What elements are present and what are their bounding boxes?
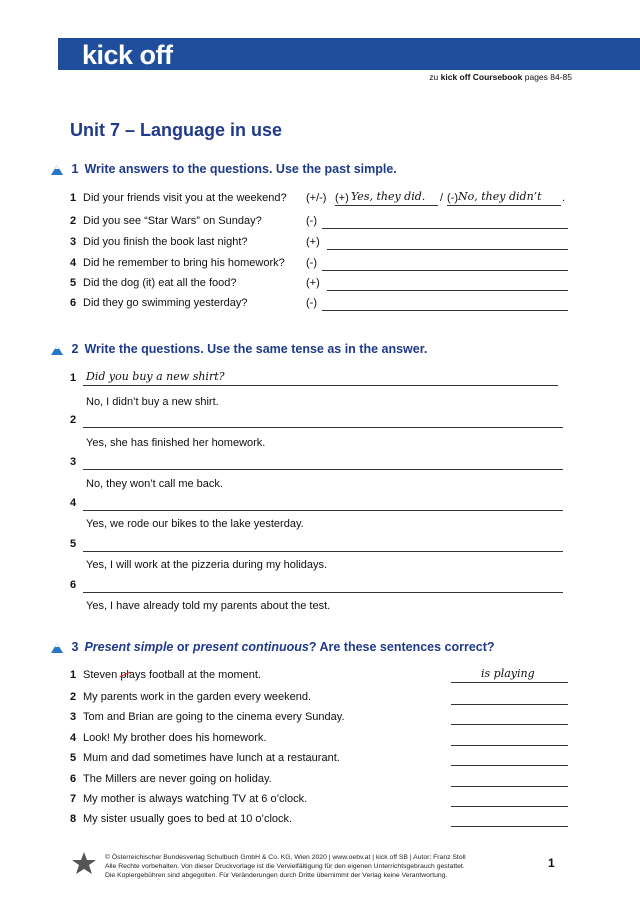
answer-line[interactable] (451, 774, 568, 787)
question-text: Did you see “Star Wars” on Sunday? (83, 215, 262, 227)
example-question: Did you buy a new shirt? (86, 370, 225, 383)
item-number: 3 (70, 456, 77, 468)
s2-item-number (70, 372, 83, 384)
question-text: Did he remember to bring his homework? (83, 257, 285, 269)
s1-question (70, 236, 248, 248)
section-number: 1 (71, 162, 79, 176)
s1-question (70, 192, 287, 204)
item-number: 5 (70, 538, 77, 550)
s3-sentence (70, 773, 272, 785)
item-number: 2 (70, 691, 77, 703)
section-3-heading (50, 640, 495, 654)
s2-item-number (70, 414, 83, 426)
s1-question (70, 215, 262, 227)
given-answer: Yes, I will work at the pizzeria during my holidays. (86, 559, 328, 571)
hint: (+/-) (306, 192, 327, 204)
s2-item-number (70, 538, 83, 550)
question-line[interactable] (83, 415, 563, 428)
hint: (-) (306, 215, 317, 227)
answer-line[interactable] (322, 258, 568, 271)
footer-line-2: Alle Rechte vorbehalten. Von dieser Druckvorlage ist die Vervielfältigung für den eigenen Unterrichtsgebrauch gestattet. (105, 863, 465, 871)
section-number: 2 (71, 342, 79, 356)
section-number: 3 (71, 640, 79, 654)
footer-line-1: © Österreichischer Bundesverlag Schulbuch GmbH & Co. KG, Wien 2020 | www.oebv.at | kick off SB | Autor: Franz Stoll (105, 854, 466, 861)
ref-bold: kick off Coursebook (440, 72, 523, 82)
answer-line[interactable] (451, 753, 568, 766)
item-number: 5 (70, 277, 77, 289)
item-number: 4 (70, 257, 77, 269)
question-line[interactable] (83, 457, 563, 470)
given-answer: Yes, we rode our bikes to the lake yesterday. (86, 518, 304, 530)
answer-line[interactable] (327, 278, 568, 291)
s3-sentence (70, 732, 266, 744)
sentence-text: My parents work in the garden every weekend. (83, 691, 312, 703)
section-2-heading (50, 342, 427, 356)
answer-line[interactable] (451, 692, 568, 705)
example-pre: Steven (83, 669, 121, 681)
minus-label: (-) (447, 192, 458, 204)
item-number: 2 (70, 414, 77, 426)
item-number: 1 (70, 192, 77, 204)
item-number: 3 (70, 236, 77, 248)
s3-sentence (70, 752, 340, 764)
question-text: Did you finish the book last night? (83, 236, 248, 248)
s3-sentence (70, 711, 345, 723)
page-title: Unit 7 – Language in use (70, 120, 283, 140)
section-instruction: Write answers to the questions. Use the past simple. (84, 162, 397, 176)
answer-line[interactable] (451, 712, 568, 725)
answer-line[interactable] (451, 814, 568, 827)
question-line[interactable] (83, 539, 563, 552)
item-number: 5 (70, 752, 77, 764)
sentence-text: Tom and Brian are going to the cinema every Sunday. (83, 711, 345, 723)
s3-sentence (70, 669, 261, 681)
example-answer-yes: Yes, they did. (351, 190, 426, 203)
item-number: 2 (70, 215, 77, 227)
heading-italic-1: Present simple (84, 640, 174, 654)
sentence-text: My sister usually goes to bed at 10 o’clock. (83, 813, 293, 825)
question-text: Did they go swimming yesterday? (83, 297, 248, 309)
s3-sentence (70, 793, 307, 805)
sentence-text: Look! My brother does his homework. (83, 732, 267, 744)
heading-end: ? Are these sentences correct? (308, 640, 495, 654)
given-answer: Yes, she has finished her homework. (86, 437, 266, 449)
s3-sentence (70, 813, 292, 825)
sentence-text: My mother is always watching TV at 6 o’clock. (83, 793, 308, 805)
hint: (-) (306, 297, 317, 309)
corrected-word: plays (120, 669, 146, 681)
page-number: 1 (548, 856, 555, 870)
given-answer: Yes, I have already told my parents about the test. (86, 600, 331, 612)
question-text: Did the dog (it) eat all the food? (83, 277, 237, 289)
plus-label: (+) (335, 192, 349, 204)
question-line[interactable] (83, 498, 563, 511)
s3-sentence (70, 691, 311, 703)
s1-question (70, 277, 236, 289)
publisher-logo-icon (70, 850, 98, 878)
item-number: 6 (70, 297, 77, 309)
s2-item-number (70, 579, 83, 591)
item-number: 6 (70, 579, 77, 591)
hint: (+) (306, 236, 320, 248)
sentence-text: The Millers are never going on holiday. (83, 773, 272, 785)
footer-line-3: Die Kopiergebühren sind abgegolten. Für Veränderungen durch Dritte übernimmt der Verlag keine Verantwortung. (105, 872, 448, 880)
given-answer: No, I didn’t buy a new shirt. (86, 396, 219, 408)
sentence-text: Mum and dad sometimes have lunch at a restaurant. (83, 752, 340, 764)
section-1-heading (50, 162, 397, 176)
item-number: 6 (70, 773, 77, 785)
hint: (+) (306, 277, 320, 289)
hint: (-) (306, 257, 317, 269)
question-text: Did your friends visit you at the weekend? (83, 192, 287, 204)
item-number: 4 (70, 497, 77, 509)
s1-question (70, 257, 285, 269)
item-number: 4 (70, 732, 77, 744)
answer-line[interactable] (451, 794, 568, 807)
answer-line[interactable] (322, 298, 568, 311)
given-answer: No, they won’t call me back. (86, 478, 223, 490)
ref-suffix: pages 84-85 (524, 72, 572, 82)
heading-italic-2: present continuous (192, 640, 309, 654)
item-number: 1 (70, 372, 77, 384)
example-post: football at the moment. (146, 669, 261, 681)
mountain-icon (50, 164, 64, 176)
ref-prefix: zu (429, 72, 439, 82)
item-number: 3 (70, 711, 77, 723)
s1-question (70, 297, 247, 309)
answer-line[interactable] (327, 237, 568, 250)
item-number: 8 (70, 813, 77, 825)
example-answer-no: No, they didn’t (458, 190, 542, 203)
item-number: 1 (70, 669, 77, 681)
section-instruction: Write the questions. Use the same tense as in the answer. (84, 342, 428, 356)
mountain-icon (50, 344, 64, 356)
period: . (562, 192, 566, 204)
example-answer: is playing (481, 667, 535, 680)
item-number: 7 (70, 793, 77, 805)
separator: / (440, 192, 444, 204)
answer-line[interactable] (322, 216, 568, 229)
question-line[interactable] (83, 580, 563, 593)
s2-item-number (70, 456, 83, 468)
footer-copyright (105, 853, 525, 881)
heading-mid: or (176, 640, 190, 654)
logo: kick off (82, 40, 173, 70)
coursebook-reference (429, 72, 572, 82)
mountain-icon (50, 642, 64, 654)
answer-line[interactable] (451, 733, 568, 746)
s2-item-number (70, 497, 83, 509)
